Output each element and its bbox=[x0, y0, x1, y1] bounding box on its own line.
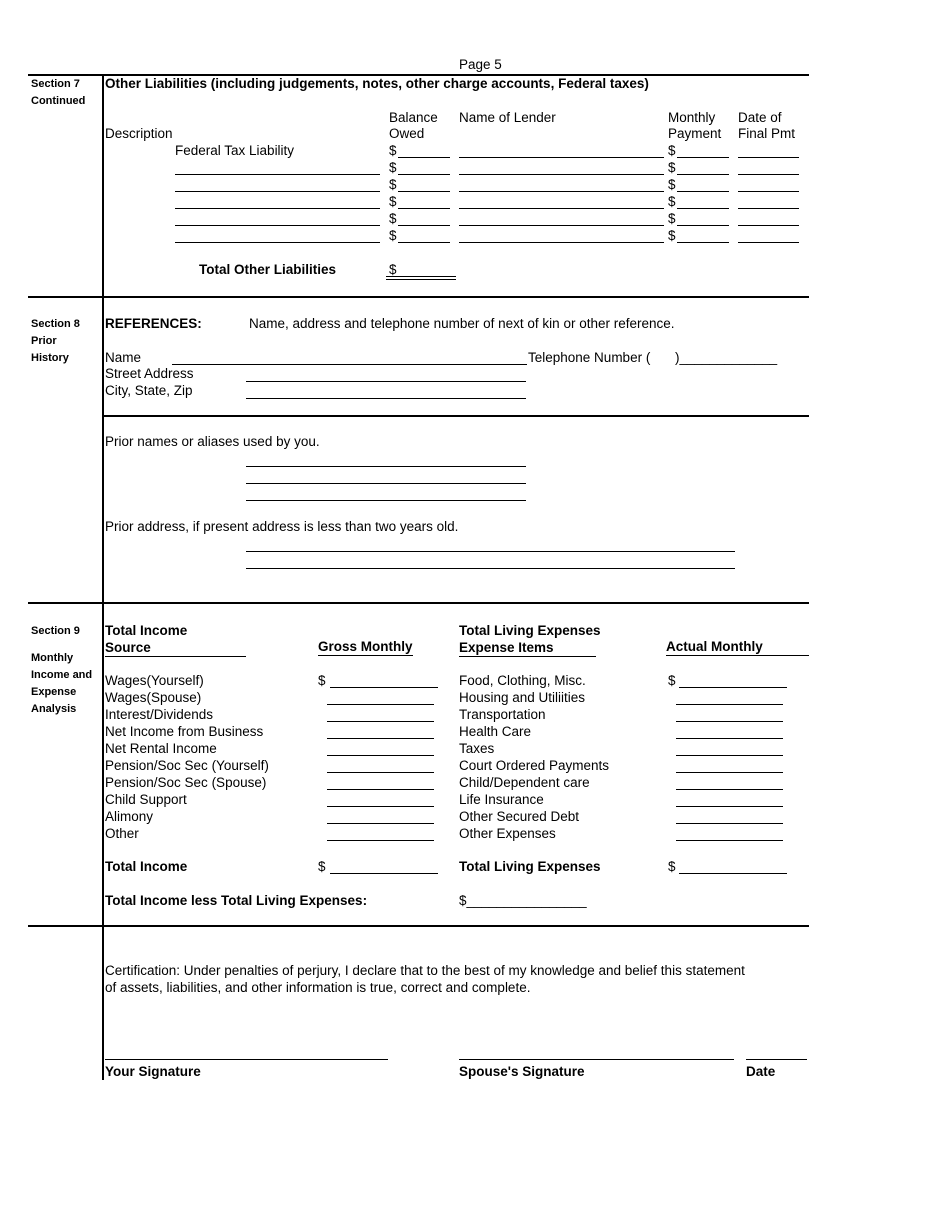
income-item-label: Wages(Yourself) bbox=[105, 673, 204, 688]
expense-item-label: Other Expenses bbox=[459, 826, 556, 841]
telephone-field[interactable]: )_____________ bbox=[675, 350, 778, 365]
actual-monthly-header: Actual Monthly bbox=[666, 639, 809, 656]
certification-top-rule bbox=[28, 925, 809, 927]
lender-field[interactable] bbox=[459, 208, 664, 209]
street-address-label: Street Address bbox=[105, 366, 194, 381]
total-other-liabilities-label: Total Other Liabilities bbox=[199, 262, 337, 277]
spouse-signature-field[interactable] bbox=[459, 1059, 734, 1060]
expense-amount-field[interactable] bbox=[676, 840, 783, 841]
description-field[interactable] bbox=[175, 174, 380, 175]
income-amount-field[interactable] bbox=[327, 704, 434, 705]
payment-field[interactable] bbox=[677, 225, 729, 226]
section8-top-rule bbox=[28, 296, 809, 298]
income-amount-field[interactable] bbox=[327, 806, 434, 807]
section-column-divider bbox=[102, 75, 104, 1080]
balance-field[interactable] bbox=[398, 157, 450, 158]
city-state-zip-label: City, State, Zip bbox=[105, 383, 193, 398]
payment-currency: $ bbox=[668, 177, 676, 192]
page-label: Page 5 bbox=[459, 57, 502, 72]
income-amount-field[interactable] bbox=[327, 772, 434, 773]
balance-currency: $ bbox=[389, 194, 397, 209]
expense-amount-field[interactable] bbox=[676, 704, 783, 705]
expense-item-label: Housing and Utiliities bbox=[459, 690, 586, 705]
balance-currency: $ bbox=[389, 143, 397, 158]
payment-currency: $ bbox=[668, 194, 676, 209]
date-field[interactable] bbox=[738, 191, 799, 192]
expense-amount-field[interactable] bbox=[676, 789, 783, 790]
prior-name-field[interactable] bbox=[246, 483, 526, 484]
income-item-label: Child Support bbox=[105, 792, 187, 807]
payment-currency: $ bbox=[668, 160, 676, 175]
income-amount-field[interactable] bbox=[330, 687, 438, 688]
income-currency: $ bbox=[318, 673, 326, 688]
income-item-label: Other bbox=[105, 826, 139, 841]
expense-item-label: Other Secured Debt bbox=[459, 809, 580, 824]
payment-field[interactable] bbox=[677, 208, 729, 209]
balance-currency: $ bbox=[389, 160, 397, 175]
balance-field[interactable] bbox=[398, 225, 450, 226]
balance-currency: $ bbox=[389, 228, 397, 243]
total-income-currency: $ bbox=[318, 859, 326, 874]
balance-currency: $ bbox=[389, 211, 397, 226]
expense-amount-field[interactable] bbox=[676, 738, 783, 739]
income-item-label: Net Rental Income bbox=[105, 741, 217, 756]
col-description: Description bbox=[105, 126, 173, 141]
payment-field[interactable] bbox=[677, 174, 729, 175]
expense-amount-field[interactable] bbox=[679, 687, 787, 688]
references-description: Name, address and telephone number of next of kin or other reference. bbox=[249, 316, 675, 331]
col-name-of-lender: Name of Lender bbox=[459, 110, 556, 125]
prior-name-field[interactable] bbox=[246, 500, 526, 501]
section9-label: Section 9 Monthly Income and Expense Analysis bbox=[31, 625, 93, 716]
income-item-label: Net Income from Business bbox=[105, 724, 264, 739]
date-field[interactable] bbox=[746, 1059, 807, 1060]
income-item-label: Interest/Dividends bbox=[105, 707, 214, 722]
expense-item-label: Child/Dependent care bbox=[459, 775, 590, 790]
lender-field[interactable] bbox=[459, 242, 664, 243]
expense-item-label: Life Insurance bbox=[459, 792, 544, 807]
lender-field[interactable] bbox=[459, 225, 664, 226]
street-address-field[interactable] bbox=[246, 381, 526, 382]
expense-item-label: Taxes bbox=[459, 741, 495, 756]
date-field[interactable] bbox=[738, 157, 799, 158]
expense-item-label: Health Care bbox=[459, 724, 532, 739]
prior-address-label: Prior address, if present address is less than two years old. bbox=[105, 519, 459, 534]
payment-currency: $ bbox=[668, 143, 676, 158]
total-expenses-field[interactable] bbox=[679, 873, 787, 874]
income-amount-field[interactable] bbox=[327, 721, 434, 722]
balance-field[interactable] bbox=[398, 191, 450, 192]
prior-name-field[interactable] bbox=[246, 466, 526, 467]
description-field[interactable] bbox=[175, 191, 380, 192]
income-amount-field[interactable] bbox=[327, 840, 434, 841]
section7-label: Section 7 Continued bbox=[31, 78, 86, 108]
expense-item-label: Court Ordered Payments bbox=[459, 758, 610, 773]
date-field[interactable] bbox=[738, 208, 799, 209]
income-item-label: Pension/Soc Sec (Yourself) bbox=[105, 758, 269, 773]
section9-top-rule bbox=[28, 602, 809, 604]
city-state-zip-field[interactable] bbox=[246, 398, 526, 399]
expense-amount-field[interactable] bbox=[676, 721, 783, 722]
col-balance-owed: Balance Owed bbox=[389, 110, 438, 141]
section8-label: Section 8 Prior History bbox=[31, 318, 80, 365]
payment-field[interactable] bbox=[677, 242, 729, 243]
balance-currency: $ bbox=[389, 177, 397, 192]
references-label: REFERENCES: bbox=[105, 316, 202, 331]
lender-field[interactable] bbox=[459, 191, 664, 192]
expense-header: Total Living Expenses Expense Items bbox=[459, 623, 601, 655]
net-income-field[interactable]: $________________ bbox=[459, 893, 587, 908]
description-field[interactable] bbox=[175, 225, 380, 226]
lender-field[interactable] bbox=[459, 174, 664, 175]
balance-field[interactable] bbox=[398, 242, 450, 243]
name-label: Name bbox=[105, 350, 142, 365]
prior-names-label: Prior names or aliases used by you. bbox=[105, 434, 320, 449]
description-field[interactable] bbox=[175, 242, 380, 243]
income-item-label: Wages(Spouse) bbox=[105, 690, 202, 705]
payment-field[interactable] bbox=[677, 157, 729, 158]
expense-amount-field[interactable] bbox=[676, 806, 783, 807]
income-amount-field[interactable] bbox=[327, 738, 434, 739]
balance-field[interactable] bbox=[398, 208, 450, 209]
telephone-label: Telephone Number ( bbox=[528, 350, 651, 365]
col-monthly-payment: Monthly Payment bbox=[668, 110, 722, 141]
date-field[interactable] bbox=[738, 225, 799, 226]
date-label: Date bbox=[746, 1064, 776, 1079]
total-expenses-currency: $ bbox=[668, 859, 676, 874]
your-signature-label: Your Signature bbox=[105, 1064, 201, 1079]
your-signature-field[interactable] bbox=[105, 1059, 388, 1060]
expense-amount-field[interactable] bbox=[676, 772, 783, 773]
income-amount-field[interactable] bbox=[327, 823, 434, 824]
lender-field[interactable] bbox=[459, 157, 664, 158]
date-field[interactable] bbox=[738, 174, 799, 175]
prior-address-field[interactable] bbox=[246, 568, 735, 569]
expense-amount-field[interactable] bbox=[676, 755, 783, 756]
expense-item-label: Transportation bbox=[459, 707, 546, 722]
section7-title: Other Liabilities (including judgements, notes, other charge accounts, Federal taxes) bbox=[105, 76, 649, 91]
income-item-label: Pension/Soc Sec (Spouse) bbox=[105, 775, 267, 790]
col-date-final-pmt: Date of Final Pmt bbox=[738, 110, 796, 141]
total-liabilities-field[interactable] bbox=[386, 276, 456, 280]
net-income-label: Total Income less Total Living Expenses: bbox=[105, 893, 368, 908]
payment-field[interactable] bbox=[677, 191, 729, 192]
total-income-label: Total Income bbox=[105, 859, 188, 874]
prior-address-field[interactable] bbox=[246, 551, 735, 552]
date-field[interactable] bbox=[738, 242, 799, 243]
total-expenses-label: Total Living Expenses bbox=[459, 859, 601, 874]
total-liabilities-currency: $ bbox=[389, 262, 397, 277]
income-header: Total Income Source bbox=[105, 622, 246, 657]
total-income-field[interactable] bbox=[330, 873, 438, 874]
gross-monthly-header: Gross Monthly bbox=[318, 639, 413, 654]
income-item-label: Alimony bbox=[105, 809, 154, 824]
payment-currency: $ bbox=[668, 228, 676, 243]
spouse-signature-label: Spouse's Signature bbox=[459, 1064, 585, 1079]
income-amount-field[interactable] bbox=[327, 789, 434, 790]
balance-field[interactable] bbox=[398, 174, 450, 175]
payment-currency: $ bbox=[668, 211, 676, 226]
expense-currency: $ bbox=[668, 673, 676, 688]
expense-amount-field[interactable] bbox=[676, 823, 783, 824]
certification-text: Certification: Under penalties of perjury, I declare that to the best of my knowledge and belief this statement of assets, liabilities, and other information is true, correct and complete. bbox=[105, 963, 745, 995]
income-amount-field[interactable] bbox=[327, 755, 434, 756]
federal-tax-liability: Federal Tax Liability bbox=[175, 143, 295, 158]
description-field[interactable] bbox=[175, 208, 380, 209]
expense-item-label: Food, Clothing, Misc. bbox=[459, 673, 586, 688]
reference-name-field[interactable] bbox=[172, 364, 527, 365]
prior-history-rule bbox=[103, 415, 809, 417]
